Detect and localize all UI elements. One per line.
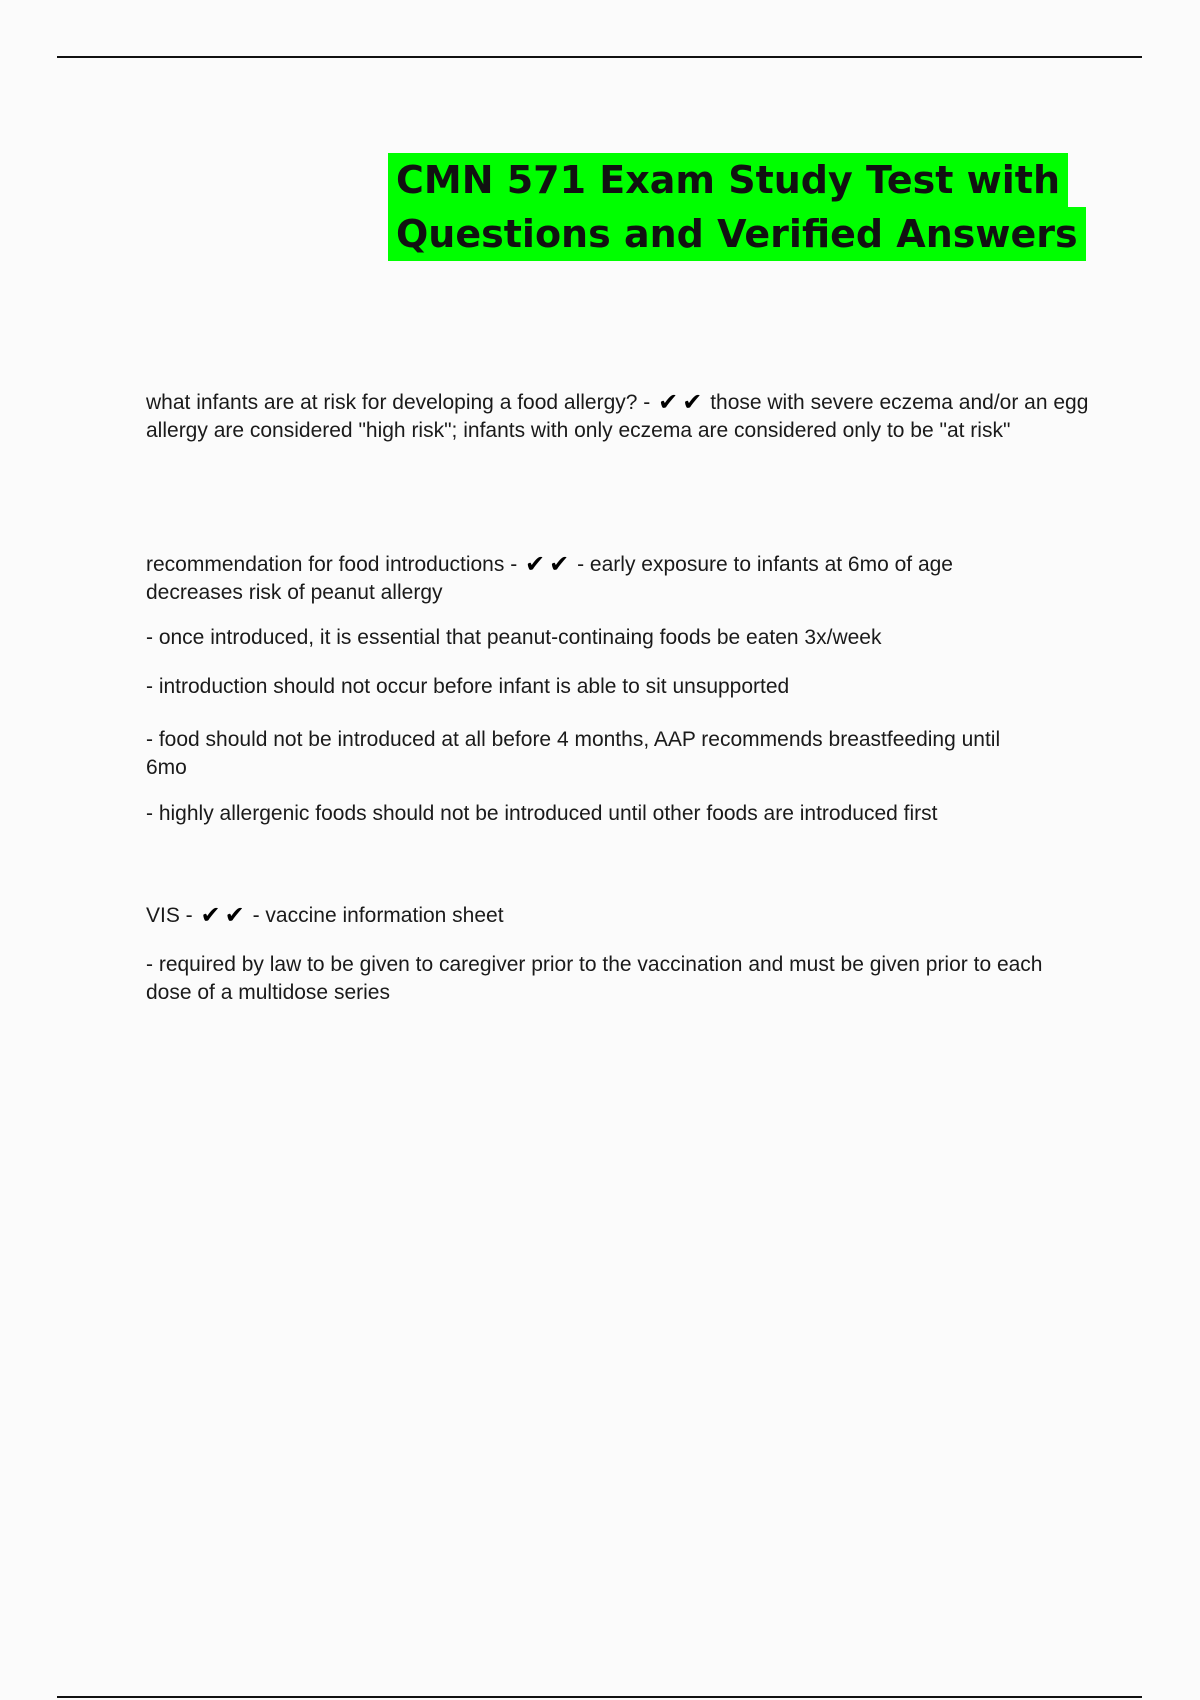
bottom-rule	[57, 1696, 1142, 1698]
check-icon: ✔	[200, 901, 221, 929]
answer-bullet: - food should not be introduced at all before 4 months, AAP recommends breastfeeding until 6mo	[146, 728, 1001, 779]
document-title	[388, 153, 1078, 261]
question-text: recommendation for food introductions -	[146, 553, 518, 576]
check-icon: ✔	[224, 901, 245, 929]
answer-text: - early exposure to infants at 6mo of age decreases risk of peanut allergy	[146, 553, 953, 604]
answer-text: those with severe eczema and/or an egg allergy are considered "high risk"; infants with only eczema are considered only to be "at risk"	[146, 391, 1089, 442]
answer-bullet: - once introduced, it is essential that peanut-continaing foods be eaten 3x/week	[146, 626, 882, 649]
answer-bullet: - required by law to be given to caregiver prior to the vaccination and must be given prior to each dose of a multidose series	[146, 953, 1043, 1004]
qa-item-3	[146, 901, 1046, 930]
question-text: what infants are at risk for developing a food allergy? -	[146, 391, 651, 414]
check-icon: ✔	[682, 388, 703, 416]
check-icon: ✔	[525, 550, 546, 578]
question-text: VIS -	[146, 904, 193, 927]
check-icon: ✔	[658, 388, 679, 416]
answer-text: - vaccine information sheet	[252, 904, 504, 927]
title-line-2: Questions and Verified Answers	[388, 207, 1086, 261]
qa-item-2	[146, 550, 996, 607]
answer-bullet: - introduction should not occur before infant is able to sit unsupported	[146, 675, 790, 698]
title-line-1: CMN 571 Exam Study Test with	[388, 153, 1068, 207]
check-icon: ✔	[549, 550, 570, 578]
qa-item-1	[146, 388, 1096, 445]
answer-bullet: - highly allergenic foods should not be introduced until other foods are introduced first	[146, 802, 938, 825]
top-rule	[57, 56, 1142, 58]
